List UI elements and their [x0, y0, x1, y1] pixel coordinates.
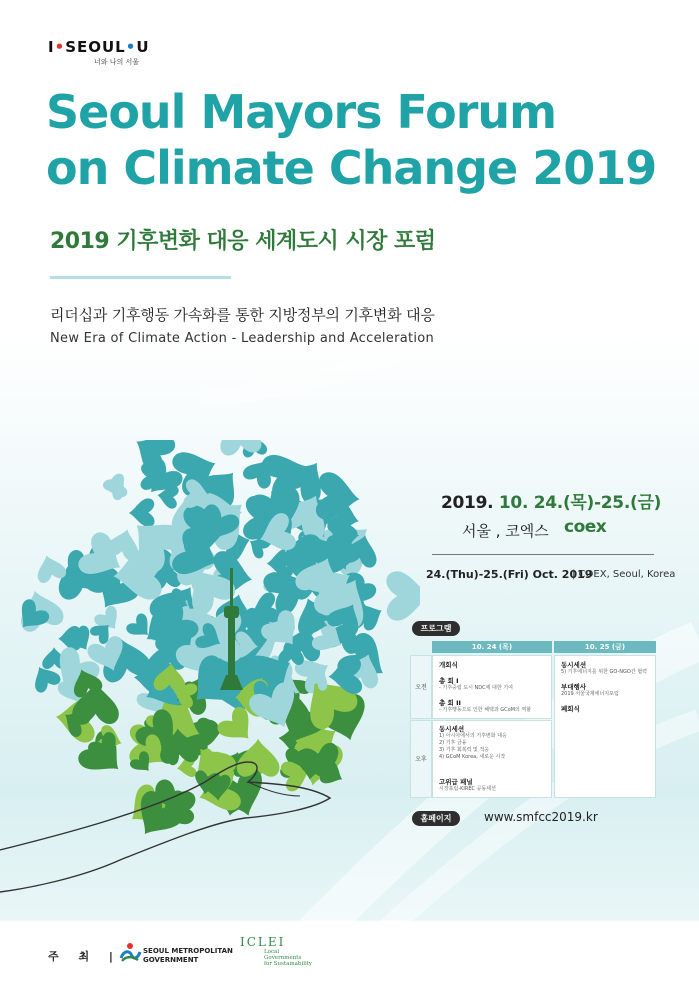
forum-title-korean: 2019 기후변화 대응 세계도시 시장 포럼: [50, 229, 436, 254]
tagline-korean: 리더십과 기후행동 가속화를 통한 지방정부의 기후변화 대응: [50, 306, 435, 324]
event-date-korean: [441, 488, 661, 513]
iclei-sub-3: for Sustainability: [264, 961, 313, 967]
heart-leaf-icon: [217, 440, 262, 457]
coex-logo: coex: [564, 517, 607, 537]
heart-globe-illustration: [0, 440, 420, 900]
smg-line-2: GOVERNMENT: [143, 956, 199, 964]
tagline-english: New Era of Climate Action - Leadership and Acceleration: [50, 331, 435, 346]
day1-pm-cell: [432, 720, 552, 798]
logo-dot-red: •: [54, 38, 66, 56]
event-item: 동시세션 5) 기후에너지를 위한 GO-NGO간 협력: [561, 661, 647, 675]
iclei-wordmark: ICLEI: [240, 935, 286, 949]
heart-leaf-icon: [129, 498, 155, 527]
am-label: 오전: [410, 655, 432, 719]
iclei-tagline: [264, 949, 312, 967]
homepage-url[interactable]: www.smfcc2019.kr: [484, 810, 598, 824]
seoul-government-emblem-icon: [118, 940, 142, 964]
title-line-1: Seoul Mayors Forum: [46, 85, 557, 139]
logo-dot-blue: •: [125, 38, 137, 56]
smg-line-1: SEOUL METROPOLITAN: [143, 947, 233, 955]
title-divider: [50, 276, 231, 279]
event-item: 개회식: [439, 661, 458, 669]
event-year: 2019.: [441, 493, 494, 513]
event-item: 부대행사 2019 서울국제에너지포럼: [561, 683, 619, 697]
event-date-range: 10. 24.(목)-25.(금): [498, 493, 662, 513]
date-divider: [432, 554, 654, 555]
pm-label: 오후: [410, 720, 432, 798]
event-item: 폐회식: [561, 705, 580, 713]
day1-am-cell: [432, 655, 552, 719]
event-item: 총 회 II - 기후행동으로 인한 혜택과 GCoM의 역할: [439, 699, 532, 713]
seoul-government-name: [143, 947, 233, 965]
event-item: 동시세션 1) 아시아에서의 기후변화 대응 2) 기후 금융 3) 기후 회복력 및 적응 4) GCoM Korea, 새로운 시작: [439, 725, 507, 760]
logo-i: I: [48, 38, 55, 56]
homepage-label: 홈페이지: [412, 811, 460, 826]
host-label: 주 최 |: [48, 950, 121, 963]
day2-header: 10. 25 (금): [554, 641, 656, 653]
heart-leaf-icon: [386, 571, 420, 621]
logo-u: U: [136, 38, 150, 56]
i-seoul-u-wordmark: [48, 38, 150, 56]
event-venue-english: | COEX, Seoul, Korea: [572, 569, 676, 580]
day1-header: 10. 24 (목): [432, 641, 552, 653]
event-venue-korean: 서울 , 코엑스: [462, 522, 549, 540]
iclei-sub-2: Governments: [264, 955, 302, 961]
logo-seoul: SEOUL: [65, 38, 126, 56]
iclei-logo: [240, 935, 312, 967]
logo-subtitle: 너와 나의 서울: [94, 58, 140, 66]
event-item: 총 회 I - 기후중립 도시 NDC에 대한 기여: [439, 677, 513, 691]
title-line-2: on Climate Change 2019: [46, 141, 657, 195]
event-item: 고위급 패널 시장포럼-KIREC 공동세션: [439, 778, 496, 792]
event-date-english: 24.(Thu)-25.(Fri) Oct. 2019: [426, 568, 593, 581]
day2-cell: [554, 655, 656, 798]
forum-title: [46, 84, 666, 196]
i-seoul-u-logo: [48, 38, 150, 67]
program-label: 프로그램: [412, 621, 460, 636]
iclei-sub-1: Local: [264, 949, 280, 955]
program-schedule: [410, 641, 657, 798]
